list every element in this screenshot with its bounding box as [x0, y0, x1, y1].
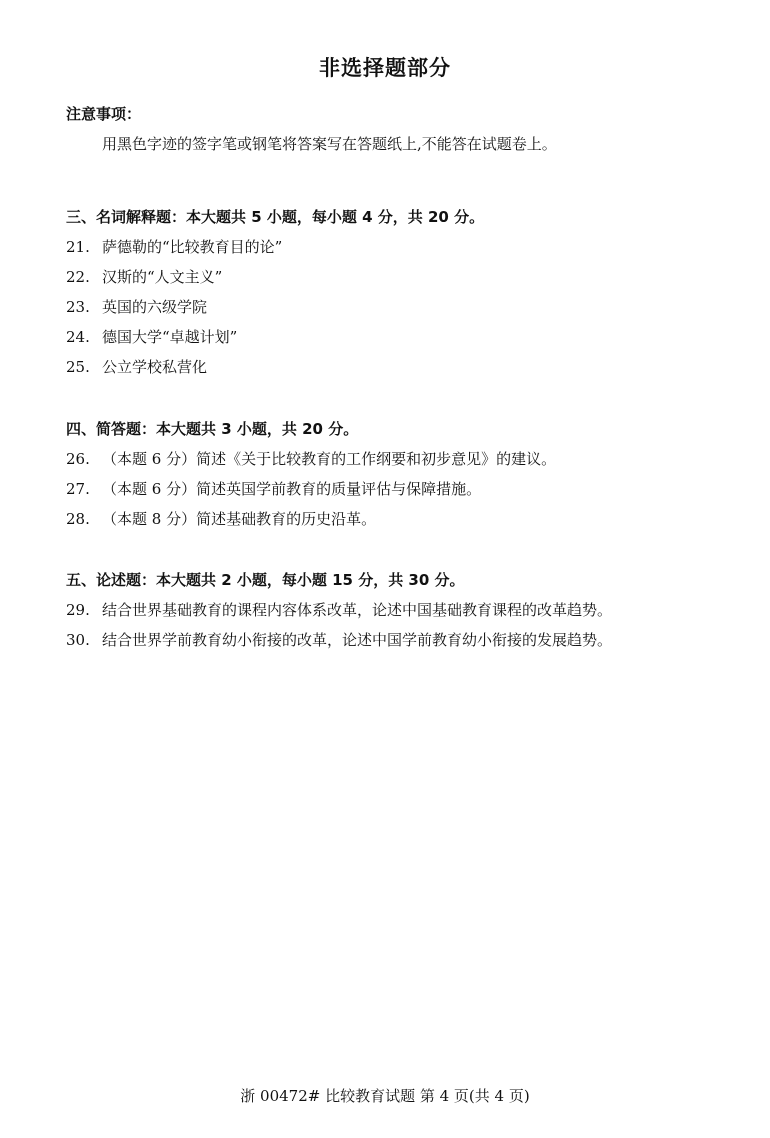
question-item	[66, 322, 746, 352]
question-item	[66, 292, 746, 322]
question-item	[66, 444, 746, 474]
section-heading: 三、名词解释题：本大题共 5 小题，每小题 4 分，共 20 分。	[66, 208, 485, 226]
section-heading: 五、论述题：本大题共 2 小题，每小题 15 分，共 30 分。	[66, 571, 465, 589]
question-text: 德国大学“卓越计划”	[102, 328, 238, 346]
section-essay	[66, 565, 746, 655]
section-term-explanation	[66, 202, 746, 382]
question-text: （本题 6 分）简述《关于比较教育的工作纲要和初步意见》的建议。	[102, 450, 557, 468]
question-item	[66, 352, 746, 382]
notice-text: 用黑色字迹的签字笔或钢笔将答案写在答题纸上,不能答在试题卷上。	[102, 135, 557, 153]
question-text: （本题 6 分）简述英国学前教育的质量评估与保障措施。	[102, 480, 482, 498]
question-item	[66, 504, 746, 534]
section-short-answer	[66, 414, 746, 534]
question-item	[66, 474, 746, 504]
question-item	[66, 595, 746, 625]
question-text: 汉斯的“人文主义”	[102, 268, 223, 286]
question-number: 27.	[66, 480, 90, 498]
question-text: 萨德勒的“比较教育目的论”	[102, 238, 283, 256]
question-item	[66, 232, 746, 262]
question-number: 24.	[66, 328, 90, 346]
question-number: 29.	[66, 601, 90, 619]
question-number: 25.	[66, 358, 90, 376]
question-number: 22.	[66, 268, 90, 286]
question-text: 结合世界学前教育幼小衔接的改革，论述中国学前教育幼小衔接的发展趋势。	[102, 631, 613, 649]
question-item	[66, 262, 746, 292]
question-number: 21.	[66, 238, 90, 256]
question-number: 26.	[66, 450, 90, 468]
question-number: 30.	[66, 631, 90, 649]
section-heading: 四、简答题：本大题共 3 小题，共 20 分。	[66, 420, 359, 438]
question-text: （本题 8 分）简述基础教育的历史沿革。	[102, 510, 377, 528]
page-footer: 浙 00472# 比较教育试题 第 4 页(共 4 页)	[240, 1087, 530, 1105]
question-number: 28.	[66, 510, 90, 528]
question-text: 结合世界基础教育的课程内容体系改革，论述中国基础教育课程的改革趋势。	[102, 601, 613, 619]
question-text: 公立学校私营化	[102, 358, 208, 376]
question-number: 23.	[66, 298, 90, 316]
question-text: 英国的六级学院	[102, 298, 208, 316]
question-item	[66, 625, 746, 655]
page-title: 非选择题部分	[319, 56, 451, 80]
notice-heading: 注意事项：	[66, 105, 142, 123]
